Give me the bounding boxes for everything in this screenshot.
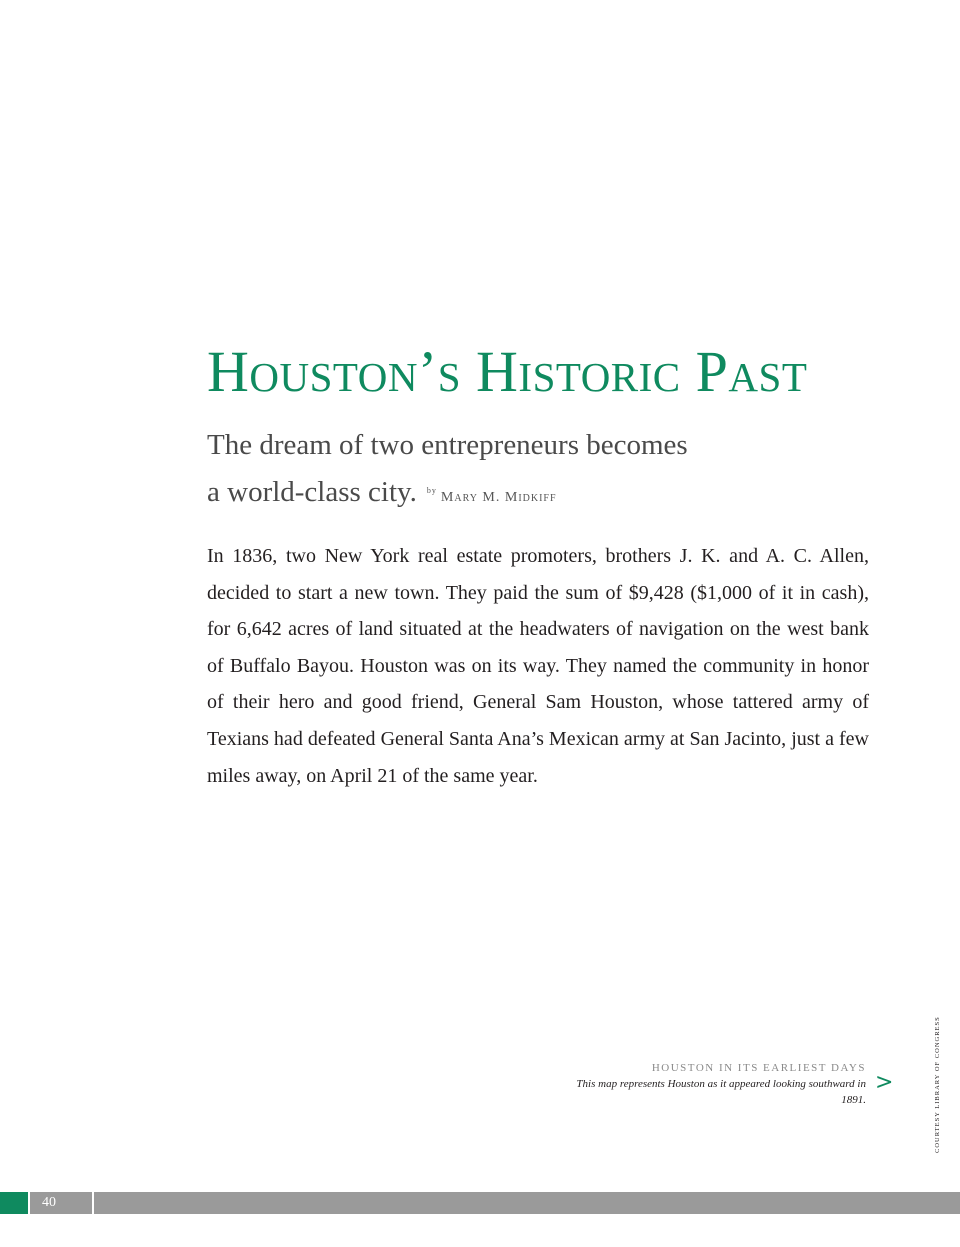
byline <box>427 476 557 508</box>
photo-credit: COURTESY LIBRARY OF CONGRESS <box>934 1016 941 1153</box>
footer-bar <box>0 1192 960 1214</box>
author-name: Mary M. Midkiff <box>440 490 557 505</box>
byline-prefix: by <box>426 486 437 495</box>
article-title: Houston’s Historic Past <box>207 339 808 404</box>
map-caption <box>566 1060 866 1108</box>
subtitle-line-2: a world-class city. <box>207 476 417 508</box>
caption-text: This map represents Houston as it appeared looking southward in 1891. <box>576 1078 866 1106</box>
footer-accent-block <box>0 1192 28 1214</box>
page-number: 40 <box>30 1192 92 1214</box>
footer-rule <box>94 1192 960 1214</box>
caption-heading: HOUSTON IN ITS EARLIEST DAYS <box>651 1062 866 1074</box>
subtitle-line-1: The dream of two entrepreneurs becomes <box>207 429 688 461</box>
article-subtitle <box>207 422 907 521</box>
caption-arrow-icon: > <box>875 1070 894 1095</box>
article-body: In 1836, two New York real estate promoters, brothers J. K. and A. C. Allen, decided to start a new town. They paid the sum of $9,428 ($1,000 of it in cash), for 6,642 acres of land situated at the headwaters of navigation on the west bank of Buffalo Bayou. Houston was on its way. They named the community in honor of their hero and good friend, General Sam Houston, whose tattered army of Texians had defeated General Santa Ana’s Mexican army at San Jacinto, just a few miles away, on April 21 of the same year. <box>207 545 869 787</box>
